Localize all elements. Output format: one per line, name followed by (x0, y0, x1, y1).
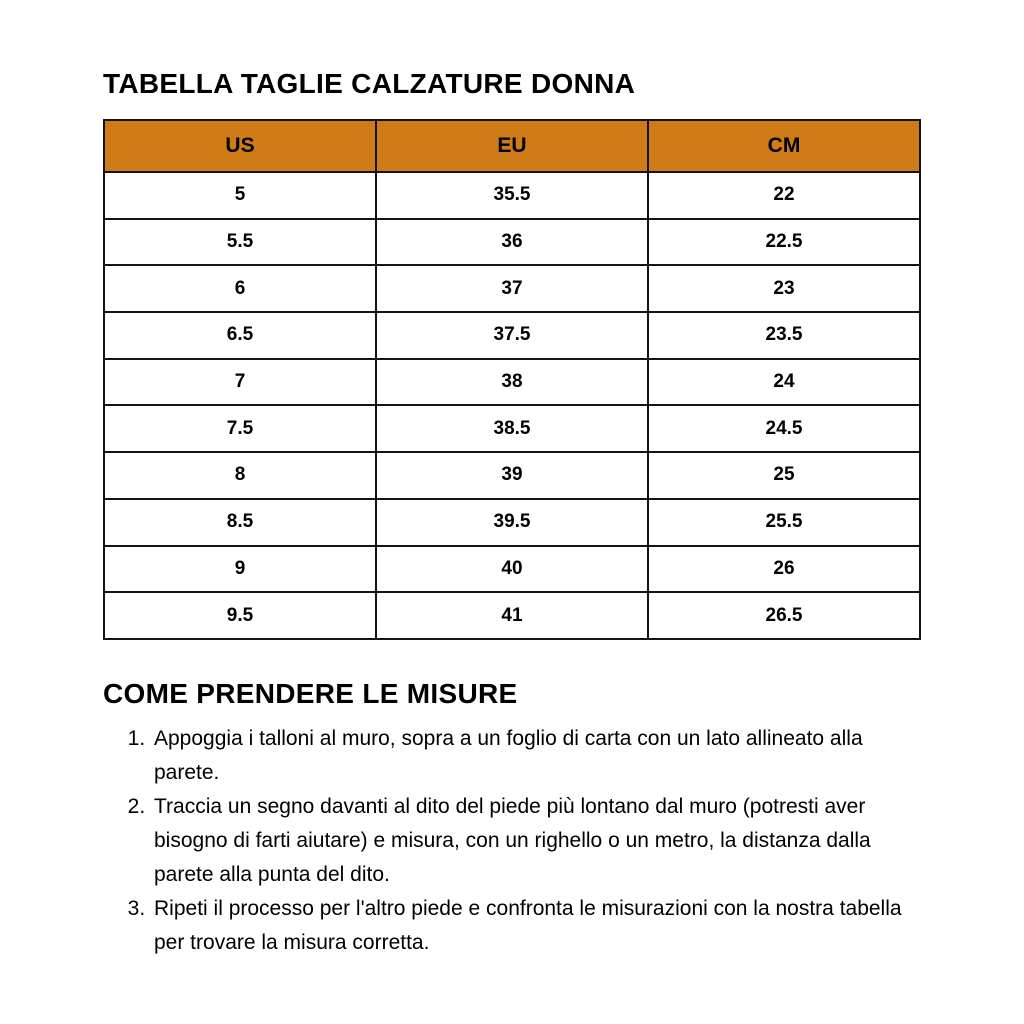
cell-cm: 25.5 (648, 499, 920, 546)
cell-us: 8 (104, 452, 376, 499)
table-row (104, 265, 920, 312)
cell-eu: 39 (376, 452, 648, 499)
cell-eu: 38.5 (376, 405, 648, 452)
cell-cm: 22 (648, 172, 920, 219)
cell-eu: 37 (376, 265, 648, 312)
table-row (104, 312, 920, 359)
table-row (104, 546, 920, 593)
page-title: TABELLA TAGLIE CALZATURE DONNA (103, 68, 636, 99)
cell-eu: 39.5 (376, 499, 648, 546)
table-row (104, 359, 920, 406)
table-row (104, 405, 920, 452)
cell-cm: 22.5 (648, 219, 920, 266)
cell-us: 6 (104, 265, 376, 312)
cell-eu: 36 (376, 219, 648, 266)
cell-cm: 23.5 (648, 312, 920, 359)
cell-us: 7 (104, 359, 376, 406)
table-row (104, 172, 920, 219)
column-header-eu: EU (376, 120, 648, 172)
cell-cm: 23 (648, 265, 920, 312)
cell-eu: 41 (376, 592, 648, 639)
table-row (104, 452, 920, 499)
cell-eu: 38 (376, 359, 648, 406)
column-header-us: US (104, 120, 376, 172)
cell-eu: 37.5 (376, 312, 648, 359)
table-header-row (104, 120, 920, 172)
cell-cm: 25 (648, 452, 920, 499)
cell-us: 7.5 (104, 405, 376, 452)
cell-us: 9 (104, 546, 376, 593)
instruction-item: 2. Traccia un segno davanti al dito del piede più lontano dal muro (potresti aver bisogno di farti aiutare) e misura, con un righello o un metro, la distanza dalla parete alla punta del dito. (151, 790, 921, 892)
cell-cm: 24.5 (648, 405, 920, 452)
table-row (104, 499, 920, 546)
cell-eu: 35.5 (376, 172, 648, 219)
table-row (104, 219, 920, 266)
cell-cm: 24 (648, 359, 920, 406)
cell-us: 6.5 (104, 312, 376, 359)
measure-instructions (103, 722, 921, 960)
cell-eu: 40 (376, 546, 648, 593)
cell-us: 5 (104, 172, 376, 219)
cell-us: 5.5 (104, 219, 376, 266)
cell-cm: 26.5 (648, 592, 920, 639)
cell-us: 8.5 (104, 499, 376, 546)
instruction-item: 3. Ripeti il processo per l'altro piede e confronta le misurazioni con la nostra tabella per trovare la misura corretta. (151, 892, 921, 960)
cell-cm: 26 (648, 546, 920, 593)
table-row (104, 592, 920, 639)
size-table (103, 119, 921, 640)
cell-us: 9.5 (104, 592, 376, 639)
column-header-cm: CM (648, 120, 920, 172)
instruction-item: 1. Appoggia i talloni al muro, sopra a un foglio di carta con un lato allineato alla parete. (151, 722, 921, 790)
section-title: COME PRENDERE LE MISURE (103, 677, 518, 709)
